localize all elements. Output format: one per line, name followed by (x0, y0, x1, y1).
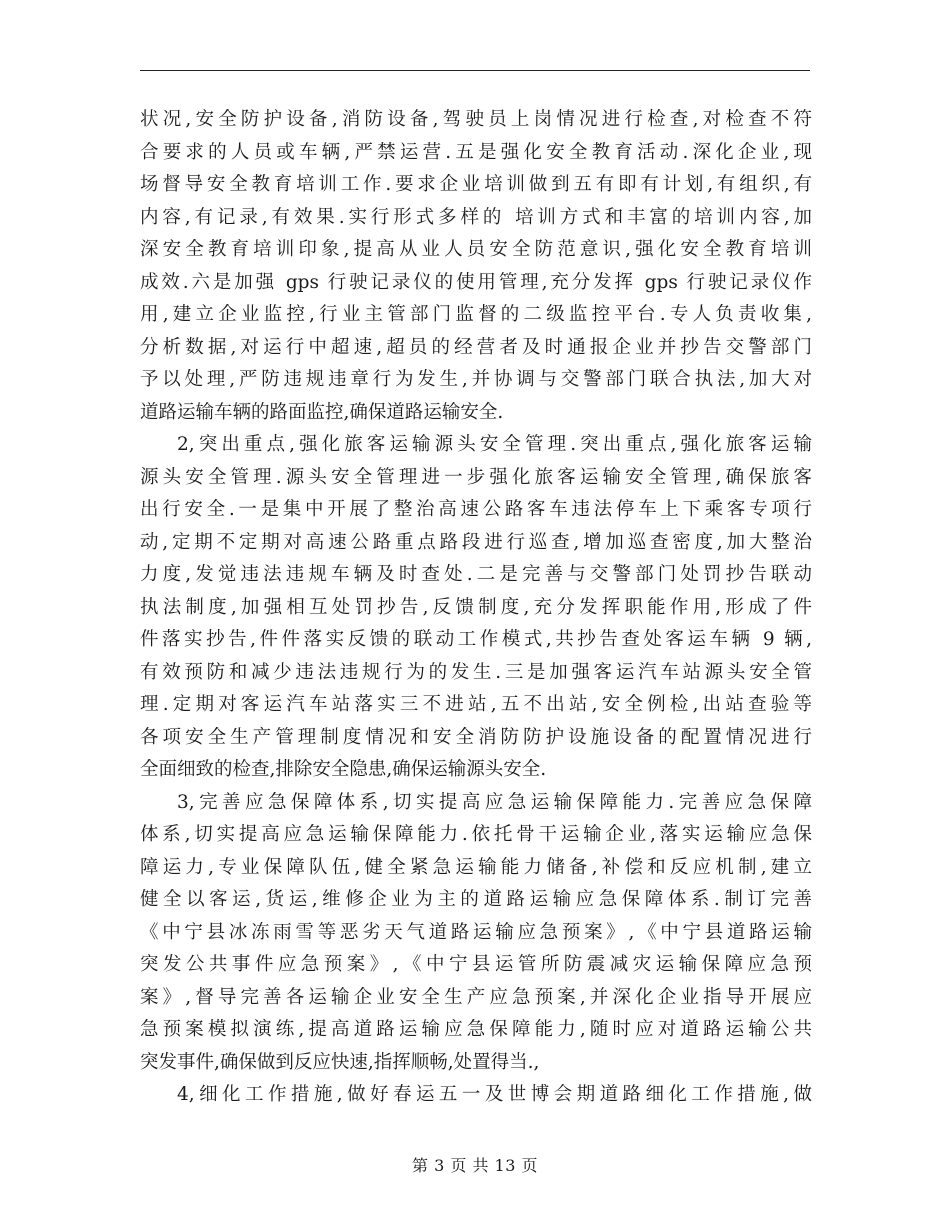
header-rule (140, 70, 810, 71)
text-line: 有效预防和减少违法违规行为的发生.三是加强客运汽车站源头安全管 (140, 661, 812, 683)
text-line: 急预案模拟演练,提高道路运输应急保障能力,随时应对道路运输公共 (140, 1019, 812, 1040)
text-line: 突发公共事件应急预案》,《中宁县运管所防震减灾运输保障应急预 (140, 954, 812, 975)
text-line: 用,建立企业监控,行业主管部门监督的二级监控平台.专人负责收集, (140, 304, 812, 325)
text-line: 执法制度,加强相互处罚抄告,反馈制度,充分发挥职能作用,形成了件 (140, 596, 812, 618)
document-body (140, 104, 812, 1112)
text-line: 健全以客运,货运,维修企业为主的道路运输应急保障体系.制订完善 (140, 889, 812, 910)
text-line: 状况,安全防护设备,消防设备,驾驶员上岗情况进行检查,对检查不符 (140, 109, 812, 130)
text-line: 成效.六是加强 gps 行驶记录仪的使用管理,充分发挥 gps 行驶记录仪作 (140, 271, 812, 293)
paragraph-first-line: 3,完善应急保障体系,切实提高应急运输保障能力.完善应急保障 (177, 791, 812, 813)
text-line: 分析数据,对运行中超速,超员的经营者及时通报企业并抄告交警部门 (140, 336, 812, 358)
text-line: 内容,有记录,有效果.实行形式多样的 培训方式和丰富的培训内容,加 (140, 206, 812, 228)
text-line: 道路运输车辆的路面监控,确保道路运输安全. (140, 401, 504, 423)
text-line: 案》,督导完善各运输企业安全生产应急预案,并深化企业指导开展应 (140, 986, 812, 1008)
text-line: 力度,发觉违法违规车辆及时查处.二是完善与交警部门处罚抄告联动 (140, 564, 812, 585)
text-line: 合要求的人员或车辆,严禁运营.五是强化安全教育活动.深化企业,现 (140, 141, 812, 163)
page-footer: 第 3 页 共 13 页 (412, 1156, 538, 1175)
text-line: 源头安全管理.源头安全管理进一步强化旅客运输安全管理,确保旅客 (140, 466, 812, 488)
text-line: 出行安全.一是集中开展了整治高速公路客车违法停车上下乘客专项行 (140, 499, 812, 520)
text-line: 予以处理,严防违规违章行为发生,并协调与交警部门联合执法,加大对 (140, 369, 812, 390)
text-line: 突发事件,确保做到反应快速,指挥顺畅,处置得当., (140, 1051, 540, 1073)
text-line: 体系,切实提高应急运输保障能力.依托骨干运输企业,落实运输应急保 (140, 824, 812, 845)
text-line: 深安全教育培训印象,提高从业人员安全防范意识,强化安全教育培训 (140, 239, 812, 260)
text-line: 全面细致的检查,排除安全隐患,确保运输源头安全. (140, 759, 547, 780)
text-line: 障运力,专业保障队伍,健全紧急运输能力储备,补偿和反应机制,建立 (140, 856, 812, 878)
text-line: 各项安全生产管理制度情况和安全消防防护设施设备的配置情况进行 (140, 726, 812, 748)
text-line: 理.定期对客运汽车站落实三不进站,五不出站,安全例检,出站查验等 (140, 694, 812, 715)
text-line: 场督导安全教育培训工作.要求企业培训做到五有即有计划,有组织,有 (140, 174, 812, 195)
paragraph-first-line: 2,突出重点,强化旅客运输源头安全管理.突出重点,强化旅客运输 (177, 434, 812, 455)
text-line: 件落实抄告,件件落实反馈的联动工作模式,共抄告查处客运车辆 9 辆, (140, 629, 812, 650)
text-line: 动,定期不定期对高速公路重点路段进行巡查,增加巡查密度,加大整治 (140, 531, 812, 553)
paragraph-first-line: 4,细化工作措施,做好春运五一及世博会期道路细化工作措施,做 (177, 1084, 812, 1105)
text-line: 《中宁县冰冻雨雪等恶劣天气道路运输应急预案》,《中宁县道路运输 (140, 921, 812, 943)
